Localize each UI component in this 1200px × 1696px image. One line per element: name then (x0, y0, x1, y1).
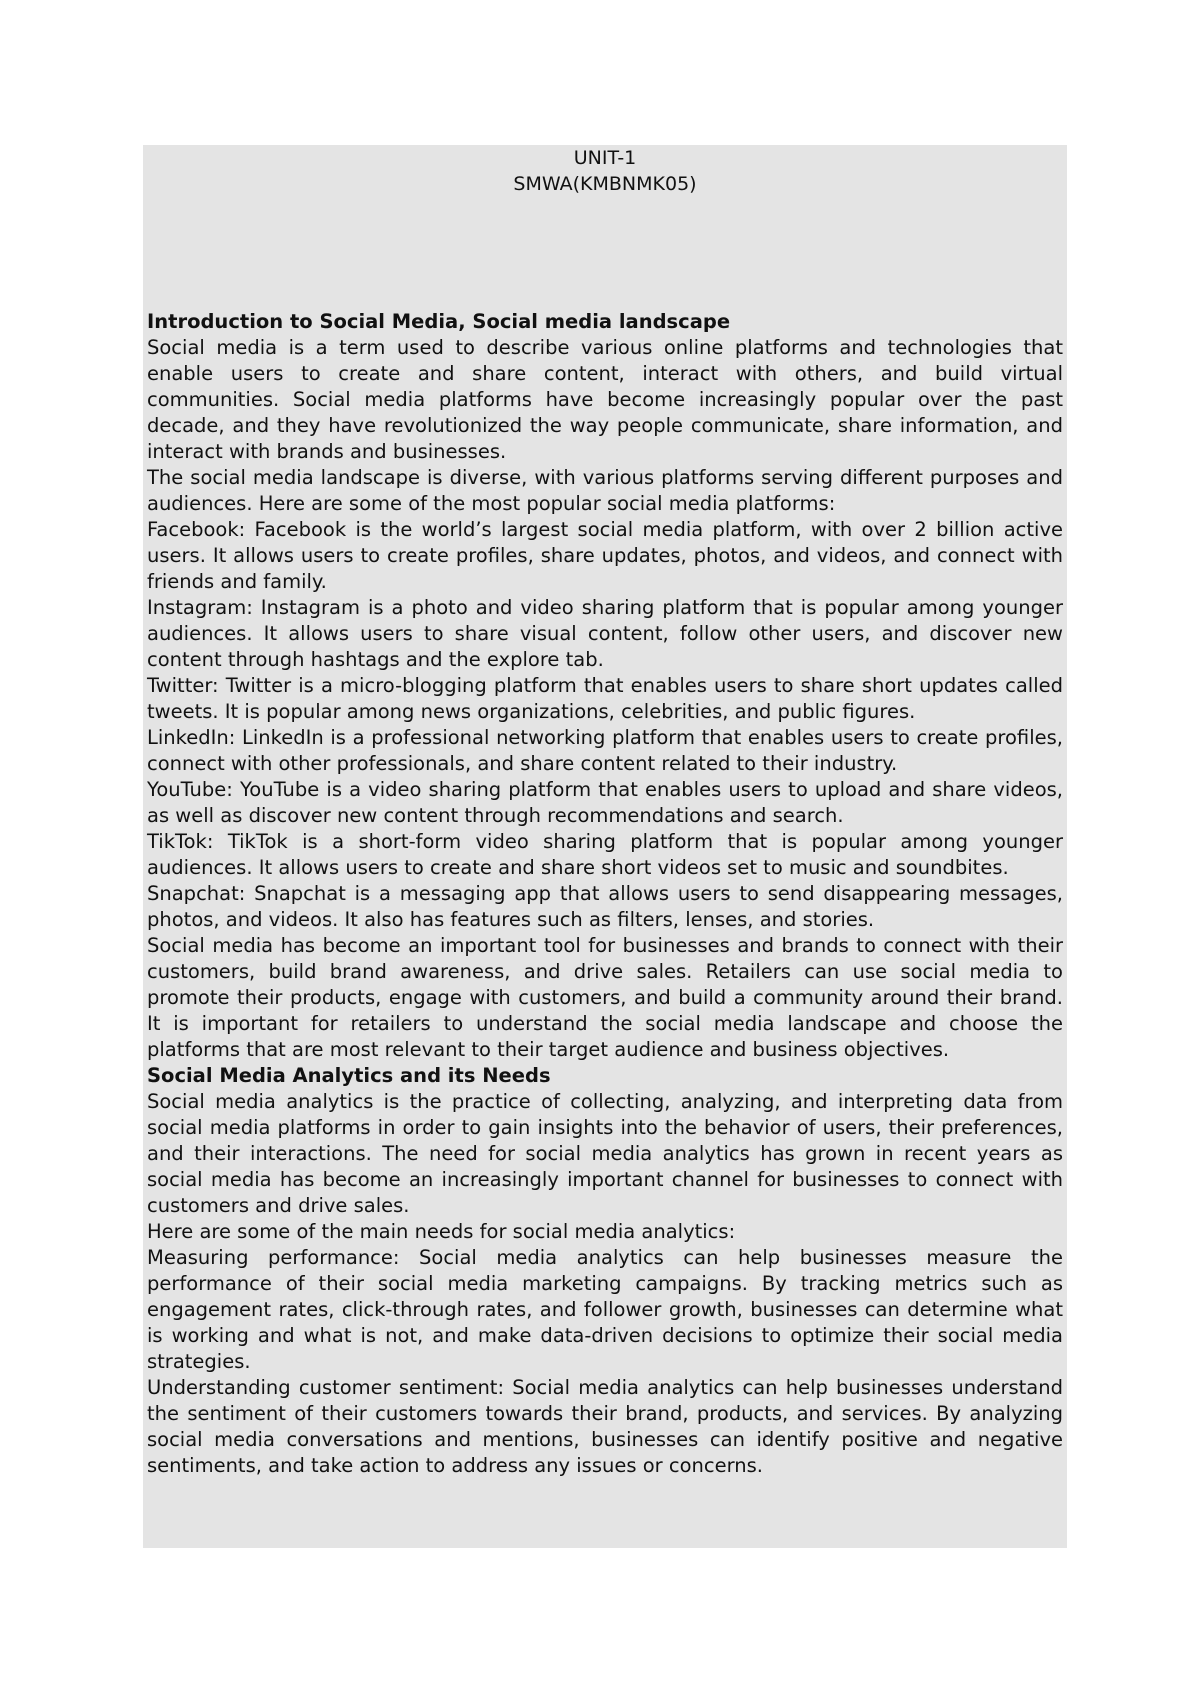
paragraph-tiktok: TikTok: TikTok is a short-form video sharing platform that is popular among younger audiences. It allows users to create and share short videos set to music and soundbites. (147, 830, 1063, 879)
paragraph-facebook: Facebook: Facebook is the world’s largest social media platform, with over 2 billion active users. It allows users to create profiles, share updates, photos, and videos, and connect with friends and family. (147, 518, 1063, 593)
paragraph-youtube: YouTube: YouTube is a video sharing platform that enables users to upload and share videos, as well as discover new content through recommendations and search. (147, 778, 1063, 827)
paragraph: Social media analytics is the practice of collecting, analyzing, and interpreting data from social media platforms in order to gain insights into the behavior of users, their preferences, and their interactions. The need for social media analytics has grown in recent years as social media has become an increasingly important channel for businesses to connect with customers and drive sales. (147, 1090, 1063, 1217)
paragraph-instagram: Instagram: Instagram is a photo and video sharing platform that is popular among younger audiences. It allows users to share visual content, follow other users, and discover new content through hashtags and the explore tab. (147, 596, 1063, 671)
paragraph-measuring-performance: Measuring performance: Social media analytics can help businesses measure the performance of their social media marketing campaigns. By tracking metrics such as engagement rates, click-through rates, and follower growth, businesses can determine what is working and what is not, and make data-driven decisions to optimize their social media strategies. (147, 1246, 1063, 1373)
paragraph: Social media has become an important tool for businesses and brands to connect with their customers, build brand awareness, and drive sales. Retailers can use social media to promote their products, engage with customers, and build a community around their brand. It is important for retailers to understand the social media landscape and choose the platforms that are most relevant to their target audience and business objectives. (147, 934, 1063, 1061)
unit-title: UNIT-1 (573, 147, 637, 169)
header-spacer (147, 197, 1063, 309)
paragraph: Here are some of the main needs for social media analytics: (147, 1220, 736, 1243)
section-heading-analytics: Social Media Analytics and its Needs (147, 1064, 551, 1087)
paragraph-customer-sentiment: Understanding customer sentiment: Social media analytics can help businesses understand the sentiment of their customers towards their brand, products, and services. By analyzing social media conversations and mentions, businesses can identify positive and negative sentiments, and take action to address any issues or concerns. (147, 1376, 1063, 1477)
section-heading-intro: Introduction to Social Media, Social media landscape (147, 310, 731, 333)
document-page (143, 145, 1067, 1548)
paragraph: The social media landscape is diverse, with various platforms serving different purposes and audiences. Here are some of the most popular social media platforms: (147, 466, 1063, 515)
course-code: SMWA(KMBNMK05) (513, 173, 697, 195)
paragraph: Social media is a term used to describe various online platforms and technologies that enable users to create and share content, interact with others, and build virtual communities. Social media platforms have become increasingly popular over the past decade, and they have revolutionized the way people communicate, share information, and interact with brands and businesses. (147, 336, 1063, 463)
paragraph-snapchat: Snapchat: Snapchat is a messaging app that allows users to send disappearing messages, photos, and videos. It also has features such as filters, lenses, and stories. (147, 882, 1063, 931)
paragraph-twitter: Twitter: Twitter is a micro-blogging platform that enables users to share short updates called tweets. It is popular among news organizations, celebrities, and public figures. (147, 674, 1063, 723)
paragraph-linkedin: LinkedIn: LinkedIn is a professional networking platform that enables users to create profiles, connect with other professionals, and share content related to their industry. (147, 726, 1063, 775)
